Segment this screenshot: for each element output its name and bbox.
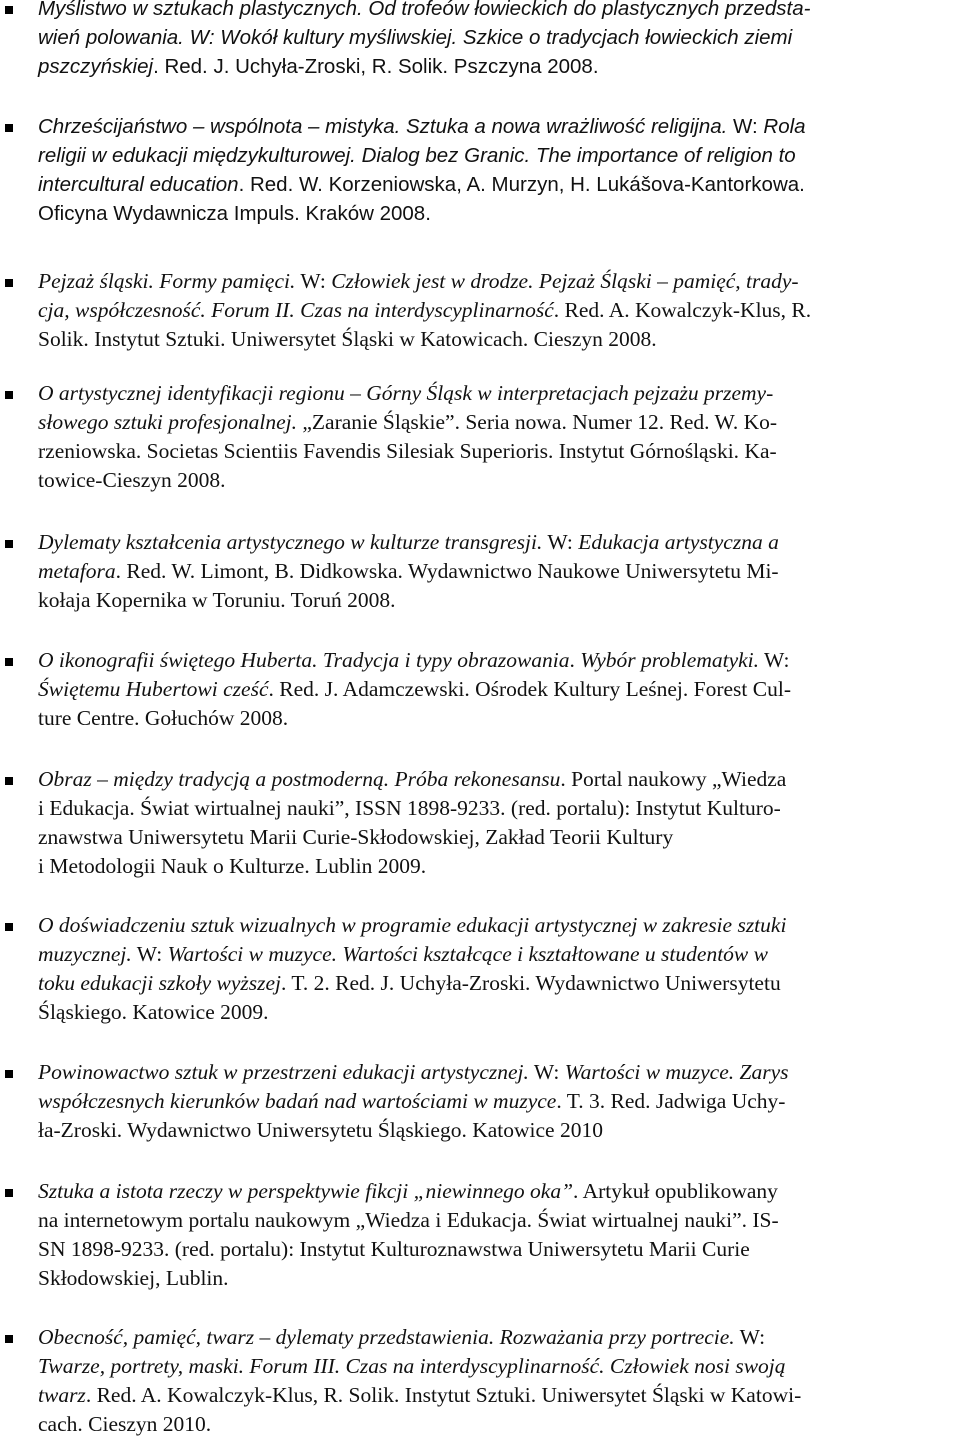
entry-line <box>38 911 786 940</box>
entry-line <box>38 940 768 969</box>
citation-text: ła-Zroski. Wydawnictwo Uniwersytetu Śląskiego. Katowice 2010 <box>38 1118 603 1142</box>
italic-title-text: Człowiek jest w drodze. Pejzaż Śląski – pamięć, trady- <box>331 269 799 293</box>
entry-line <box>38 23 792 52</box>
entry-line <box>38 379 773 408</box>
italic-title-text: Wartości w muzyce. Wartości kształcące i kształtowane u studentów w <box>167 942 768 966</box>
italic-title-text: cja, współczesność. Forum II. Czas na interdyscyplinarność <box>38 298 554 322</box>
entry-line <box>38 141 796 170</box>
square-bullet-icon <box>5 658 13 666</box>
square-bullet-icon <box>5 391 13 399</box>
citation-text: Skłodowskiej, Lublin. <box>38 1266 229 1290</box>
italic-title-text: Powinowactwo sztuk w przestrzeni edukacji artystycznej. <box>38 1060 529 1084</box>
entry-line <box>38 112 806 141</box>
citation-text: W: <box>528 1060 565 1084</box>
citation-text: . T. 2. Red. J. Uchyła-Zroski. Wydawnictwo Uniwersytetu <box>281 971 781 995</box>
citation-text: . Red. J. Adamczewski. Ośrodek Kultury Leśnej. Forest Cul- <box>268 677 791 701</box>
citation-text: SN 1898-9233. (red. portalu): Instytut Kulturoznawstwa Uniwersytetu Marii Curie <box>38 1237 750 1261</box>
citation-text: . Red. W. Limont, B. Didkowska. Wydawnictwo Naukowe Uniwersytetu Mi- <box>115 559 779 583</box>
entry-line <box>38 794 781 823</box>
italic-title-text: O ikonografii świętego Huberta. Tradycja i typy obrazowania <box>38 648 570 672</box>
italic-title-text: Twarze, portrety, maski. Forum III. Czas na interdyscyplinarność. Człowiek nosi swoją <box>38 1354 786 1378</box>
italic-title-text: Myślistwo w sztukach plastycznych. Od trofeów łowieckich do plastycznych przedsta- <box>38 0 811 20</box>
citation-text: W: <box>727 115 764 138</box>
italic-title-text: wień polowania. W: Wokół kultury myśliwskiej. Szkice o tradycjach łowieckich ziemi <box>38 26 793 49</box>
entry-line <box>38 1381 801 1410</box>
italic-title-text: Edukacja artystyczna a <box>578 530 779 554</box>
entry-line <box>38 675 791 704</box>
square-bullet-icon <box>5 1335 13 1343</box>
entry-line <box>38 466 226 495</box>
citation-text: na internetowym portalu naukowym „Wiedza i Edukacja. Świat wirtualnej nauki”. IS- <box>38 1208 779 1232</box>
citation-text: ture Centre. Gołuchów 2008. <box>38 706 289 730</box>
citation-text: cach. Cieszyn 2010. <box>38 1412 212 1436</box>
italic-title-text: religii w edukacji międzykulturowej. Dialog bez Granic. The importance of religion to <box>38 144 796 167</box>
entry-line <box>38 1116 603 1145</box>
entry-line <box>38 1410 211 1439</box>
italic-title-text: Świętemu Hubertowi cześć <box>38 677 269 701</box>
square-bullet-icon <box>5 540 13 548</box>
italic-title-text: Pejzaż śląski. Formy pamięci. <box>38 269 296 293</box>
italic-title-text: metafora <box>38 559 116 583</box>
entry-line <box>38 704 288 733</box>
entry-line <box>38 1206 779 1235</box>
citation-text: . Portal naukowy „Wiedza <box>560 767 787 791</box>
entry-line <box>38 1235 750 1264</box>
entry-line <box>38 969 781 998</box>
square-bullet-icon <box>5 124 13 132</box>
italic-title-text: Sztuka a istota rzeczy w perspektywie fikcji „niewinnego oka” <box>38 1179 574 1203</box>
citation-text: znawstwa Uniwersytetu Marii Curie-Skłodowskiej, Zakład Teorii Kultury <box>38 825 674 849</box>
entry-line <box>38 325 657 354</box>
citation-text: kołaja Kopernika w Toruniu. Toruń 2008. <box>38 588 396 612</box>
citation-text: W: <box>759 648 790 672</box>
entry-line <box>38 267 799 296</box>
italic-title-text: Rola <box>763 115 806 138</box>
citation-text: . Red. A. Kowalczyk-Klus, R. Solik. Instytut Sztuki. Uniwersytet Śląski w Katowi- <box>85 1383 802 1407</box>
italic-title-text: słowego sztuki profesjonalnej. <box>38 410 297 434</box>
entry-line <box>38 0 810 23</box>
citation-text: i Metodologii Nauk o Kulturze. Lublin 2009. <box>38 854 427 878</box>
citation-text: W: <box>542 530 579 554</box>
entry-line <box>38 998 269 1027</box>
citation-text: i Edukacja. Świat wirtualnej nauki”, ISSN 1898-9233. (red. portalu): Instytut Kulturo- <box>38 796 781 820</box>
italic-title-text: O artystycznej identyfikacji regionu – Górny Śląsk w interpretacjach pejzażu przemy- <box>38 381 774 405</box>
citation-text: towice-Cieszyn 2008. <box>38 468 226 492</box>
italic-title-text: Obecność, pamięć, twarz – dylematy przedstawienia. Rozważania przy portrecie. <box>38 1325 735 1349</box>
citation-text: . Red. J. Uchyła-Zroski, R. Solik. Pszczyna 2008. <box>153 55 599 78</box>
citation-text: Oficyna Wydawnicza Impuls. Kraków 2008. <box>38 202 431 225</box>
square-bullet-icon <box>5 1070 13 1078</box>
italic-title-text: Wartości w muzyce. Zarys <box>564 1060 789 1084</box>
italic-title-text: Obraz – między tradycją a postmoderną. Próba rekonesansu <box>38 767 561 791</box>
entry-line <box>38 1323 765 1352</box>
entry-line <box>38 765 786 794</box>
citation-text: „Zaranie Śląskie”. Seria nowa. Numer 12. Red. W. Ko- <box>297 410 778 434</box>
italic-title-text: współczesnych kierunków badań nad wartościami w muzyce <box>38 1089 557 1113</box>
italic-title-text: intercultural education <box>38 173 239 196</box>
square-bullet-icon <box>5 923 13 931</box>
entry-line <box>38 437 777 466</box>
entry-line <box>38 52 599 81</box>
entry-line <box>38 1264 229 1293</box>
square-bullet-icon <box>5 279 13 287</box>
citation-text: . Artykuł opublikowany <box>573 1179 778 1203</box>
citation-text: Solik. Instytut Sztuki. Uniwersytet Śląski w Katowicach. Cieszyn 2008. <box>38 327 657 351</box>
italic-title-text: Chrześcijaństwo – wspólnota – mistyka. Sztuka a nowa wrażliwość religijna. <box>38 115 728 138</box>
square-bullet-icon <box>5 6 13 14</box>
italic-title-text: Wybór problematyki. <box>580 648 760 672</box>
citation-text: Śląskiego. Katowice 2009. <box>38 1000 269 1024</box>
entry-line <box>38 823 673 852</box>
entry-line <box>38 586 395 615</box>
entry-line <box>38 646 789 675</box>
entry-line <box>38 528 779 557</box>
citation-text: W: <box>295 269 332 293</box>
citation-text: . T. 3. Red. Jadwiga Uchy- <box>556 1089 786 1113</box>
square-bullet-icon <box>5 777 13 785</box>
italic-title-text: Dylematy kształcenia artystycznego w kulturze transgresji. <box>38 530 543 554</box>
citation-text: W: <box>734 1325 766 1349</box>
entry-line <box>38 170 805 199</box>
citation-text: . Red. A. Kowalczyk-Klus, R. <box>553 298 812 322</box>
entry-line <box>38 1058 788 1087</box>
italic-title-text: pszczyńskiej <box>38 55 154 78</box>
citation-text: . Red. W. Korzeniowska, A. Murzyn, H. Lukášova-Kantorkowa. <box>238 173 805 196</box>
entry-line <box>38 296 811 325</box>
square-bullet-icon <box>5 1189 13 1197</box>
citation-text: rzeniowska. Societas Scientiis Favendis Silesiak Superioris. Instytut Górnośląski. Ka- <box>38 439 777 463</box>
citation-text: W: <box>131 942 168 966</box>
italic-title-text: toku edukacji szkoły wyższej <box>38 971 282 995</box>
entry-line <box>38 852 426 881</box>
entry-line <box>38 1177 778 1206</box>
entry-line <box>38 408 777 437</box>
italic-title-text: muzycznej. <box>38 942 132 966</box>
entry-line <box>38 1087 785 1116</box>
citation-text: . <box>569 648 581 672</box>
entry-line <box>38 557 779 586</box>
entry-line <box>38 1352 786 1381</box>
italic-title-text: twarz <box>38 1383 86 1407</box>
entry-line <box>38 199 431 228</box>
italic-title-text: O doświadczeniu sztuk wizualnych w programie edukacji artystycznej w zakresie sztuki <box>38 913 787 937</box>
